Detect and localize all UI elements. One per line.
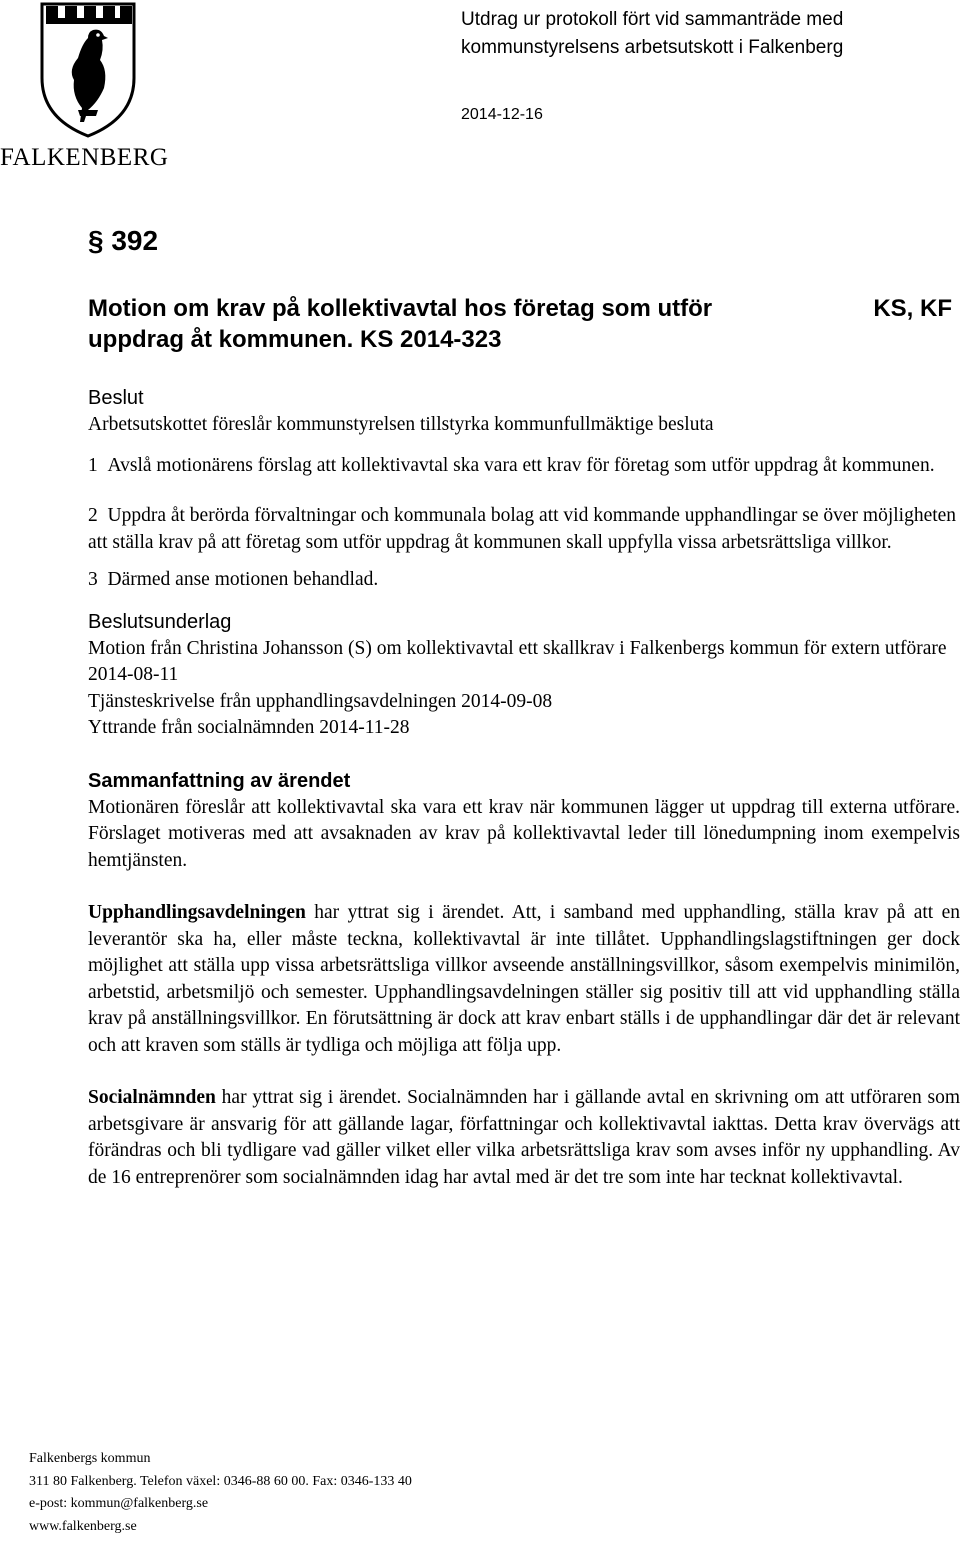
header-title-line2: kommunstyrelsens arbetsutskott i Falkenberg [461, 37, 844, 58]
upphandling-paragraph [88, 900, 960, 1059]
underlag-item: Yttrande från socialnämnden 2014-11-28 [88, 717, 410, 738]
social-label: Socialnämnden [88, 1087, 216, 1108]
decision-point-text: Uppdra åt berörda förvaltningar och kommunala bolag att vid kommande upphandlingar se över möjligheten att ställa krav på att företag som utför uppdrag åt kommunen skall uppfylla vissa arbetsrättsliga villkor. [88, 505, 957, 553]
recipients: KS, KF [873, 295, 952, 322]
footer-email: e-post: kommun@falkenberg.se [29, 1496, 209, 1511]
social-text: har yttrat sig i ärendet. Socialnämnden har i gällande avtal en skrivning om att utföraren som arbetsgivare är ansvarig för att gällande lagar, författningar och kollektivavtal iakttas. Detta krav övervägs att förändras och bli tydligare vad gäller vilket eller vilka arbetsrättsliga krav som avses inför ny upphandling. Av de 16 entreprenörer som socialnämnden idag har avtal med är det tre som inte har tecknat kollektivavtal. [88, 1087, 960, 1188]
protocol-header [461, 6, 843, 62]
beslutsunderlag-heading: Beslutsunderlag [88, 610, 232, 633]
meeting-date: 2014-12-16 [461, 106, 543, 123]
footer-address: 311 80 Falkenberg. Telefon växel: 0346-88 60 00. Fax: 0346-133 40 [29, 1473, 412, 1489]
decision-point-number: 1 [88, 454, 98, 476]
beslut-intro: Arbetsutskottet föreslår kommunstyrelsen tillstyrka kommunfullmäktige besluta [88, 414, 714, 435]
logo-wordmark: FALKENBERG [0, 144, 169, 171]
header-title-line1: Utdrag ur protokoll fört vid sammanträde med [461, 9, 844, 30]
paragraph-number: § 392 [88, 225, 159, 256]
decision-point [88, 453, 960, 480]
decision-point-text: Därmed anse motionen behandlad. [107, 569, 379, 590]
decision-point [88, 503, 960, 556]
footer-web: www.falkenberg.se [29, 1518, 137, 1534]
item-title [88, 293, 828, 355]
decision-point-number: 3 [88, 569, 98, 590]
upphandling-label: Upphandlingsavdelningen [88, 902, 306, 923]
decision-point-number: 2 [88, 505, 98, 526]
coat-of-arms-icon [38, 0, 138, 140]
sammanfattning-heading: Sammanfattning av ärendet [88, 769, 351, 792]
decision-point-text: Avslå motionärens förslag att kollektivavtal ska vara ett krav för företag som utför uppdrag åt kommunen. [107, 454, 935, 476]
underlag-item: Motion från Christina Johansson (S) om kollektivavtal ett skallkrav i Falkenbergs kommun för extern utförare 2014-08-11 [88, 637, 947, 685]
social-paragraph [88, 1085, 960, 1191]
underlag-item: Tjänsteskrivelse från upphandlingsavdelningen 2014-09-08 [88, 690, 553, 712]
document-body [88, 384, 960, 1191]
footer [29, 1448, 412, 1538]
municipality-logo [0, 0, 175, 175]
item-title-line1: Motion om krav på kollektivavtal hos företag som utför [88, 295, 713, 322]
upphandling-text: har yttrat sig i ärendet. Att, i samband med upphandling, ställa krav på att en leverantör ska ha, eller måste teckna, kollektivavtal är inte tillåtet. Upphandlingslagstiftningen ger dock möjlighet att ställa upp vissa arbetsrättsliga villkor avseende anställningsvillkor, såsom exempelvis minimilön, arbetstid, arbetsmiljö och semester. Upphandlingsavdelningen ställer sig positiv till att vid upphandling ställa krav på anställningsvillkor. En förutsättning är dock att krav enbart ställs i de upphandlingar där det är relevant och att kraven som ställs är tydliga och möjliga att följa upp. [88, 902, 960, 1056]
decision-point [88, 567, 960, 594]
sammanfattning-text: Motionären föreslår att kollektivavtal ska vara ett krav när kommunen lägger ut uppdrag till externa utförare. Förslaget motiveras med att avsaknaden av krav på kollektivavtal leder till lönedumpning inom exempelvis hemtjänsten. [88, 796, 960, 871]
footer-org: Falkenbergs kommun [29, 1451, 151, 1466]
item-title-line2: uppdrag åt kommunen. KS 2014-323 [88, 326, 502, 353]
beslut-heading: Beslut [88, 387, 144, 409]
